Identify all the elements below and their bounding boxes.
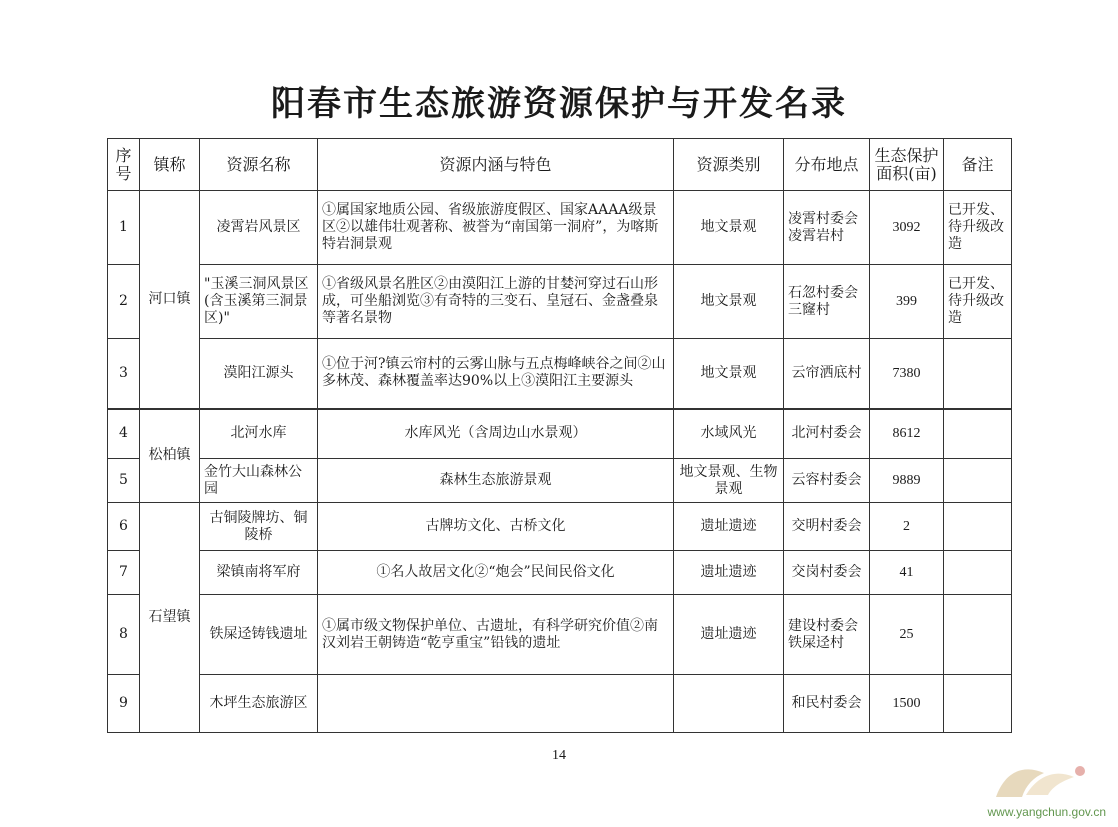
header-area: 生态保护面积(亩) (870, 139, 944, 191)
cell-name: 北河水库 (200, 409, 318, 459)
table-row (108, 459, 1012, 503)
cell-location: 云容村委会 (784, 459, 870, 503)
cell-category: 地文景观 (674, 339, 784, 409)
header-town: 镇称 (140, 139, 200, 191)
cell-remark: 已开发、待升级改造 (944, 191, 1012, 265)
table-row (108, 339, 1012, 409)
cell-remark (944, 459, 1012, 503)
cell-seq: 8 (108, 595, 140, 675)
table-row (108, 675, 1012, 733)
cell-area: 41 (870, 551, 944, 595)
cell-desc: ①名人故居文化②“炮会”民间民俗文化 (318, 551, 674, 595)
cell-remark: 已开发、待升级改造 (944, 265, 1012, 339)
table-row (108, 595, 1012, 675)
cell-remark (944, 551, 1012, 595)
cell-name: 木坪生态旅游区 (200, 675, 318, 733)
cell-name: 古铜陵牌坊、铜陵桥 (200, 503, 318, 551)
cell-name: 凌霄岩风景区 (200, 191, 318, 265)
cell-category (674, 675, 784, 733)
cell-seq: 3 (108, 339, 140, 409)
cell-area: 2 (870, 503, 944, 551)
cell-area: 399 (870, 265, 944, 339)
watermark-url: www.yangchun.gov.cn (987, 805, 1106, 819)
cell-remark (944, 503, 1012, 551)
cell-location: 凌霄村委会凌霄岩村 (784, 191, 870, 265)
header-seq: 序号 (108, 139, 140, 191)
cell-desc: ①属市级文物保护单位、古遗址，有科学研究价值②南汉刘岩王朝铸造“乾亨重宝”铅钱的遗址 (318, 595, 674, 675)
cell-desc: 水库风光（含周边山水景观） (318, 409, 674, 459)
table-row (108, 191, 1012, 265)
cell-remark (944, 409, 1012, 459)
cell-area: 25 (870, 595, 944, 675)
cell-seq: 4 (108, 409, 140, 459)
cell-town: 松柏镇 (140, 409, 200, 503)
cell-location: 云帘洒底村 (784, 339, 870, 409)
cell-location: 建设村委会铁屎迳村 (784, 595, 870, 675)
cell-category: 地文景观、生物景观 (674, 459, 784, 503)
cell-desc (318, 675, 674, 733)
header-remark: 备注 (944, 139, 1012, 191)
header-desc: 资源内涵与特色 (318, 139, 674, 191)
cell-name: 漠阳江源头 (200, 339, 318, 409)
cell-remark (944, 675, 1012, 733)
table-row (108, 409, 1012, 459)
cell-remark (944, 595, 1012, 675)
site-watermark (956, 759, 1106, 819)
cell-name: 梁镇南将军府 (200, 551, 318, 595)
table-header-row (108, 139, 1012, 191)
cell-name: "玉溪三洞风景区(含玉溪第三洞景区)" (200, 265, 318, 339)
cell-desc: ①属国家地质公园、省级旅游度假区、国家AAAA级景区②以雄伟壮观著称、被誉为“南国第一洞府”，为喀斯特岩洞景观 (318, 191, 674, 265)
cell-desc: 森林生态旅游景观 (318, 459, 674, 503)
table-row (108, 551, 1012, 595)
cell-location: 和民村委会 (784, 675, 870, 733)
cell-seq: 7 (108, 551, 140, 595)
cell-category: 遗址遗迹 (674, 595, 784, 675)
cell-location: 交岗村委会 (784, 551, 870, 595)
page-number: 14 (552, 748, 566, 763)
cell-location: 石忽村委会三窿村 (784, 265, 870, 339)
cell-area: 9889 (870, 459, 944, 503)
page-title: 阳春市生态旅游资源保护与开发名录 (271, 84, 847, 124)
cell-desc: 古牌坊文化、古桥文化 (318, 503, 674, 551)
header-name: 资源名称 (200, 139, 318, 191)
cell-category: 地文景观 (674, 191, 784, 265)
cell-town: 河口镇 (140, 191, 200, 409)
cell-name: 铁屎迳铸钱遗址 (200, 595, 318, 675)
cell-remark (944, 339, 1012, 409)
header-location: 分布地点 (784, 139, 870, 191)
table-row (108, 503, 1012, 551)
cell-seq: 5 (108, 459, 140, 503)
cell-seq: 1 (108, 191, 140, 265)
cell-seq: 2 (108, 265, 140, 339)
cell-location: 北河村委会 (784, 409, 870, 459)
cell-category: 地文景观 (674, 265, 784, 339)
cell-category: 遗址遗迹 (674, 551, 784, 595)
cell-name: 金竹大山森林公园 (200, 459, 318, 503)
header-category: 资源类别 (674, 139, 784, 191)
watermark-logo-icon (956, 759, 1106, 803)
cell-seq: 9 (108, 675, 140, 733)
cell-desc: ①省级风景名胜区②由漠阳江上游的甘婪河穿过石山形成，可坐船浏览③有奇特的三变石、皇冠石、金盏叠泉等著名景物 (318, 265, 674, 339)
cell-area: 8612 (870, 409, 944, 459)
cell-desc: ①位于河?镇云帘村的云雾山脉与五点梅峰峡谷之间②山多林茂、森林覆盖率达90%以上③漠阳江主要源头 (318, 339, 674, 409)
table-row (108, 265, 1012, 339)
resource-table (107, 138, 1012, 733)
cell-category: 遗址遗迹 (674, 503, 784, 551)
cell-area: 7380 (870, 339, 944, 409)
cell-area: 1500 (870, 675, 944, 733)
cell-location: 交明村委会 (784, 503, 870, 551)
cell-seq: 6 (108, 503, 140, 551)
cell-area: 3092 (870, 191, 944, 265)
cell-town: 石望镇 (140, 503, 200, 733)
cell-category: 水域风光 (674, 409, 784, 459)
